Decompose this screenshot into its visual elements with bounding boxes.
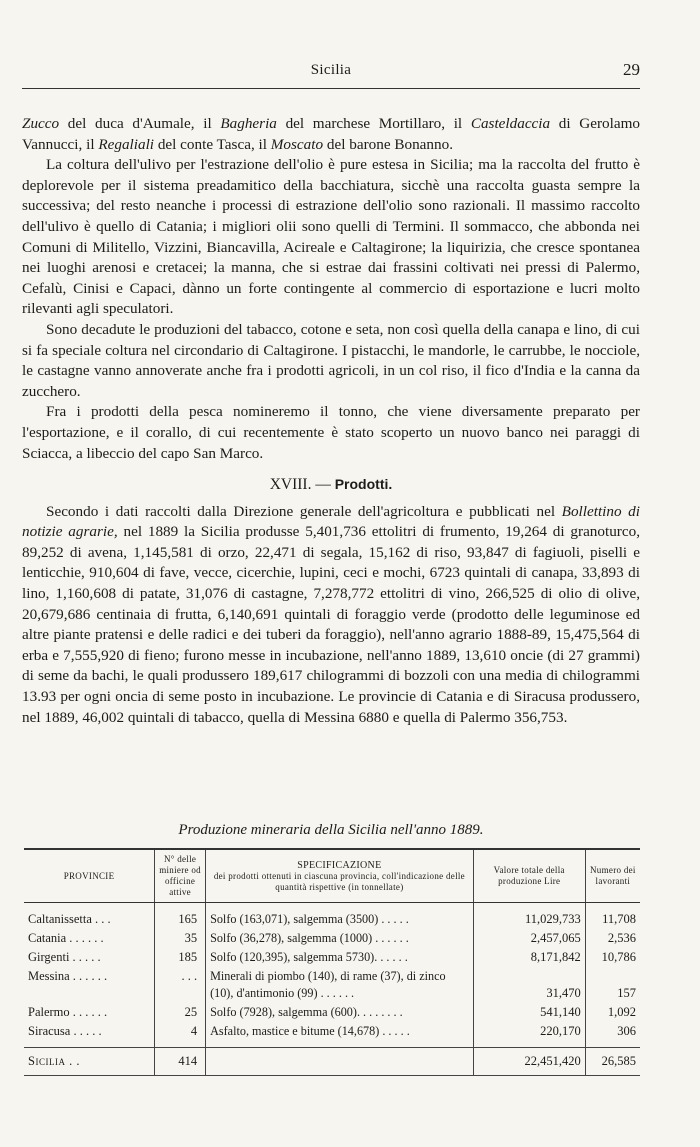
cell-workers: 2,536 <box>585 929 640 948</box>
italic-text: Regaliali <box>98 135 155 153</box>
cell-mines: 4 <box>155 1022 206 1041</box>
cell-value: 31,470 <box>473 967 585 1003</box>
paragraph-wine-makers <box>22 114 640 155</box>
cell-specification: Solfo (163,071), salgemma (3500) . . . . . <box>206 903 474 930</box>
cell-value: 2,457,065 <box>473 929 585 948</box>
cell-value: 11,029,733 <box>473 903 585 930</box>
paragraph-fishing: Fra i prodotti della pesca nomineremo il tonno, che viene diversamente preparato per l'esportazione, e il corallo, di cui recentemente è stato scoperto un nuovo banco nei paraggi di Sciacca, a libeccio del capo San Marco. <box>22 403 640 462</box>
paragraph-declined-productions: Sono decadute le produzioni del tabacco, cotone e seta, non così quella della canapa e lino, di cui si fa speciale coltura nel circondario di Caltagirone. I pistacchi, le mandorle, le carrubbe, le nocciole, le castagne vanno annoverate anche fra i prodotti agricoli, in un col riso, il fico d'India e la canna da zucchero. <box>22 320 640 400</box>
paragraph-agricultural-data <box>22 502 640 729</box>
cell-province: Caltanissetta . . . <box>28 912 111 926</box>
total-workers: 26,585 <box>585 1048 640 1076</box>
body-text <box>22 114 640 728</box>
running-title: Sicilia <box>310 62 352 78</box>
total-value: 22,451,420 <box>473 1048 585 1076</box>
cell-workers: 1,092 <box>585 1003 640 1022</box>
section-number: XVIII. — <box>269 476 331 494</box>
text-run: del marchese Mortillaro, il <box>276 115 471 132</box>
text-run: Secondo i dati raccolti dalla Direzione generale dell'agricoltura e pubblicati nel <box>46 502 562 520</box>
cell-province: Catania . . . . . . <box>28 931 104 945</box>
header-rule <box>22 88 640 89</box>
section-title: Prodotti. <box>334 476 393 493</box>
table-row <box>24 967 640 1003</box>
table-row <box>24 929 640 948</box>
header-workers: Numero dei lavoranti <box>585 849 640 903</box>
cell-specification: Minerali di piombo (140), di rame (37), di zinco (10), d'antimonio (99) . . . . . . <box>206 967 474 1003</box>
header-mines: N° delle miniere od officine attive <box>155 849 206 903</box>
mining-production-table <box>24 848 640 1076</box>
section-heading <box>22 474 640 496</box>
text-run: del conte Tasca, il <box>154 135 271 153</box>
text-run: nel 1889 la Sicilia produsse 5,401,736 ettolitri di frumento, 19,264 di granoturco, 89,252 di avena, 1,145,581 di orzo, 22,471 di segala, 15,162 di riso, 93,847 di fagiuoli, piselli e lenticchie, 910,604 di fave, vecce, cicerchie, lupini, ceci e mochi, 6723 quintali di canapa, 33,893 di lino, 1,160,608 di patate, 31,076 di castagne, 7,278,772 ettolitri di vino, 266,525 di olio di olive, 20,679,686 centinaia di frutta, 6,140,691 quintali di foraggio verde (prodotto delle leguminose ed altre piante pratensi e delle radici e dei tuberi da foraggio), nell'anno agrario 1888-89, 15,475,564 di erba e 7,555,920 di fieno; furono messe in incubazione, nell'anno 1889, 13,610 oncie (di 27 grammi) di seme da bachi, le quali produssero 189,617 chilogrammi di bozzoli con una media di chilogrammi 13.93 per ogni oncia di seme posto in incubazione. Le provincie di Catania e di Siracusa produssero, nel 1889, 46,002 quintali di tabacco, quella di Messina 6880 e quella di Palermo 356,753. <box>22 523 640 726</box>
italic-text: Bagheria <box>220 115 277 132</box>
table-header-row <box>24 849 640 903</box>
cell-province: Palermo . . . . . . <box>28 1005 108 1019</box>
page-number: 29 <box>623 60 640 79</box>
cell-value: 8,171,842 <box>473 948 585 967</box>
table-row <box>24 1022 640 1041</box>
header-value: Valore totale della produzione Lire <box>473 849 585 903</box>
cell-workers: 11,708 <box>585 903 640 930</box>
italic-text: Zucco <box>22 115 60 132</box>
table-total-row <box>24 1048 640 1076</box>
cell-mines: 35 <box>155 929 206 948</box>
italic-text: Bollettino di notizie agrarie, <box>22 502 640 541</box>
cell-workers: 157 <box>585 967 640 1003</box>
italic-text: Moscato <box>270 135 324 153</box>
cell-specification: Asfalto, mastice e bitume (14,678) . . . . . <box>206 1022 474 1041</box>
table-row <box>24 903 640 930</box>
paragraph-olive-cultivation: La coltura dell'ulivo per l'estrazione dell'olio è pure estesa in Sicilia; ma la raccolta del frutto è deplorevole per il sistema preadamitico della bacchiatura, sicchè una raccolta guasta sempre la successiva; del resto neanche i processi di estrazione dell'olio sono razionali. Il massimo raccolto dell'ulivo è quello di Catania; i migliori olii sono quelli di Termini. Il sommacco, che abbonda nei Comuni di Militello, Vizzini, Biancavilla, Acireale e Caltagirone; la liquirizia, che cresce spontanea nei luoghi arenosi e cretacei; la manna, che si estrae dai frassini coltivati nei pressi di Palermo, Cefalù, Cinisi e Capaci, dànno un forte contingente al commercio di esportazione e lucri molto rilevanti agli speculatori. <box>22 156 640 318</box>
cell-specification: Solfo (120,395), salgemma 5730). . . . . . <box>206 948 474 967</box>
page-header <box>22 60 640 82</box>
header-spec-subtitle: dei prodotti ottenuti in ciascuna provincia, coll'indicazione delle quantità rispettive (in tonnellate) <box>213 870 465 892</box>
total-spec-empty <box>206 1048 474 1076</box>
table-caption: Produzione mineraria della Sicilia nell'anno 1889. <box>178 822 484 838</box>
total-mines: 414 <box>155 1048 206 1076</box>
cell-province: Siracusa . . . . . <box>28 1024 102 1038</box>
cell-mines: . . . <box>155 967 206 1003</box>
italic-text: Casteldaccia <box>470 115 551 132</box>
cell-specification: Solfo (36,278), salgemma (1000) . . . . . . <box>206 929 474 948</box>
table-row <box>24 1003 640 1022</box>
text-run: del barone Bonanno. <box>323 135 453 153</box>
header-specification <box>206 849 474 903</box>
cell-workers: 306 <box>585 1022 640 1041</box>
total-province: Sicilia . . <box>24 1048 155 1076</box>
cell-mines: 185 <box>155 948 206 967</box>
cell-province: Girgenti . . . . . <box>28 950 101 964</box>
cell-specification: Solfo (7928), salgemma (600). . . . . . . . <box>206 1003 474 1022</box>
cell-value: 220,170 <box>473 1022 585 1041</box>
text-run: del duca d'Aumale, il <box>59 115 221 132</box>
table-row <box>24 948 640 967</box>
cell-mines: 25 <box>155 1003 206 1022</box>
cell-province: Messina . . . . . . <box>28 969 108 983</box>
cell-value: 541,140 <box>473 1003 585 1022</box>
cell-workers: 10,786 <box>585 948 640 967</box>
text-run: di Gerolamo Vannucci, il <box>22 115 640 153</box>
header-spec-title: SPECIFICAZIONE <box>297 859 382 871</box>
cell-mines: 165 <box>155 903 206 930</box>
header-province: PROVINCIE <box>24 849 155 903</box>
